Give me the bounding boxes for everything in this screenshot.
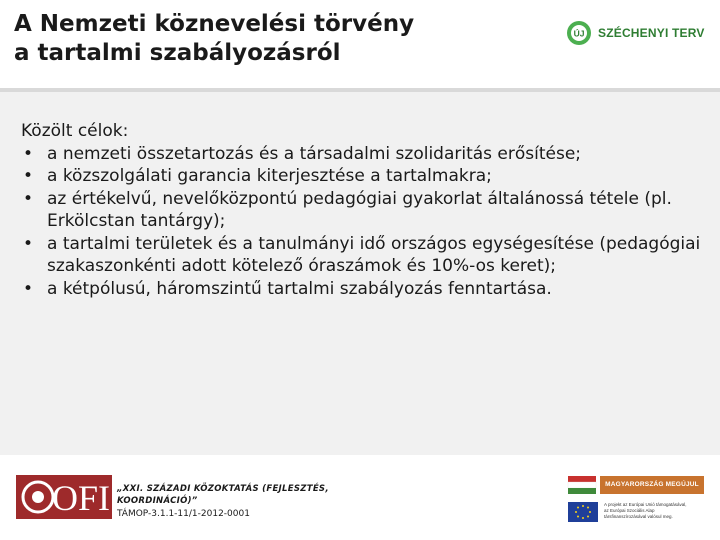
slide-footer [0,455,720,540]
bullet-icon: • [23,278,34,299]
bullet-icon: • [23,188,34,209]
logo-text: SZÉCHENYI TERV [598,26,705,40]
slide-header [0,0,720,92]
slide-title [14,10,534,68]
project-title-line-1: „XXI. SZÁZADI KÖZOKTATÁS (FEJLESZTÉS, [117,484,329,494]
bullet-icon: • [23,233,34,254]
list-item-text: a közszolgálati garancia kiterjesztése a tartalmakra; [47,166,492,186]
eu-text-line-1: A projekt az Európai Unió támogatásával, [604,502,687,507]
title-line-1: A Nemzeti köznevelési törvény [14,11,415,37]
list-item [21,188,701,233]
szechenyi-logo-icon [566,20,592,46]
goal-list [21,143,701,301]
magyarorszag-megujul-banner: MAGYARORSZÁG MEGÚJUL [600,476,704,494]
list-item-text: a tartalmi területek és a tanulmányi idő országos egységesítése (pedagógiai szakaszonkénti adott kötelező óraszámok és 10%-os keret); [47,233,701,276]
list-item [21,143,701,166]
ofi-logo-text: OFI [51,478,111,518]
list-item [21,165,701,188]
szechenyi-logo [566,18,705,48]
project-title-line-2: KOORDINÁCIÓ)” [117,496,198,506]
content-body [21,120,701,300]
project-code: TÁMOP-3.1.1-11/1-2012-0001 [117,509,250,519]
list-item [21,233,701,278]
title-line-2: a tartalmi szabályozásról [14,40,341,66]
eu-text-line-2: az Európai Szociális Alap [604,508,655,513]
eu-flag-icon [568,502,598,522]
hungarian-flag-icon [568,476,596,494]
ofi-logo-icon [16,475,130,519]
eu-funding-text [604,502,706,520]
bullet-icon: • [23,166,34,186]
list-item [21,278,701,301]
logo-badge-text: ÚJ [573,28,585,39]
project-info [117,483,377,521]
list-item-text: az értékelvű, nevelőközpontú pedagógiai gyakorlat általánossá tétele (pl. Erkölcstan tantárgy); [47,188,672,231]
bullet-icon: • [23,143,34,164]
content-area [0,92,720,455]
eu-text-line-3: társfinanszírozásával valósul meg. [604,514,673,519]
list-item-text: a nemzeti összetartozás és a társadalmi szolidaritás erősítése; [47,143,582,164]
list-item-text: a kétpólusú, háromszintű tartalmi szabályozás fenntartása. [47,278,552,299]
eu-funding-logo [566,471,706,527]
content-intro: Közölt célok: [21,121,129,141]
